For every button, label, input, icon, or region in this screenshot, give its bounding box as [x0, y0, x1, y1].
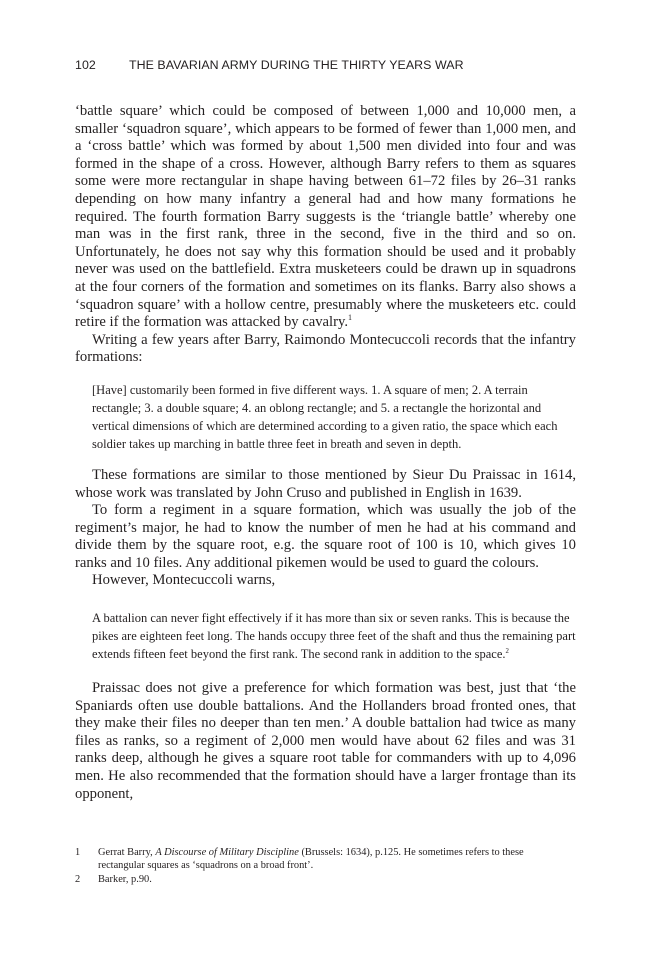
paragraph: To form a regiment in a square formation, which was usually the job of the regiment’s major, he had to know the number of men he had at his command and divide them by the square root, e.g. the square root of 100 is 10, which gives 10 ranks and 10 files. Any additional pikemen would be used to guard the colours. — [75, 502, 576, 571]
footnote-ref[interactable]: 2 — [505, 647, 509, 655]
footnote — [75, 873, 545, 886]
paragraph: Writing a few years after Barry, Raimondo Montecuccoli records that the infantry formations: — [75, 331, 576, 366]
footnote — [75, 846, 545, 873]
main-text — [75, 103, 576, 803]
running-header — [75, 58, 575, 72]
block-quote: A battalion can never fight effectively if it has more than six or seven ranks. This is because the pikes are eighteen feet long. The hands occupy three feet of the shaft and thus the remaining part extends fifteen feet beyond the first rank. The second rank in addition to the space.$^2$ — [92, 611, 576, 662]
footnote-number: 1 — [75, 847, 81, 858]
footnotes — [75, 846, 545, 886]
block-quote: [Have] customarily been formed in five different ways. 1. A square of men; 2. A terrain rectangle; 3. a double square; 4. an oblong rectangle; and 5. a rectangle the horizontal and vertical dimensions of which are determined according to a given ratio, the space which each soldier takes up marching in battle three feet in breath and seven in depth. — [92, 382, 558, 451]
page-number: 102 — [75, 58, 96, 72]
footnote-number: 2 — [75, 873, 81, 885]
paragraph: However, Montecuccoli warns, — [92, 572, 276, 589]
paragraph: These formations are similar to those mentioned by Sieur Du Praissac in 1614, whose work was translated by John Cruso and published in English in 1639. — [75, 466, 576, 501]
footnote-text: Gerrat Barry, A Discourse of Military Discipline (Brussels: 1634), p.125. He sometimes refers to these rectangular squares as ‘squadrons on a broad front’. — [98, 847, 524, 872]
paragraph: Praissac does not give a preference for which formation was best, just that ‘the Spaniards often use double battalions. And the Hollanders broad fronted ones, that they make their files no deeper than ten men.’ A double battalion had twice as many files as ranks, so a regiment of 2,000 men would have about 62 files and was 31 ranks deep, although he gives a square root table for commanders with up to 4,096 men. He also recommended that the formation should have a larger frontage than its opponent, — [75, 680, 576, 802]
book-title: A Discourse of Military Discipline — [155, 847, 299, 858]
footnote-ref[interactable]: 1 — [348, 313, 353, 323]
paragraph: ‘battle square’ which could be composed of between 1,000 and 10,000 men, a smaller ‘squadron square’, which appears to be formed of fewer than 1,000 men, and a ‘cross battle’ which was formed by about 1,500 men divided into four and was formed in the shape of a cross. However, although Barry refers to them as squares some were more rectangular in shape having between 61–72 files by 26–31 ranks depending on how many infantry a general had and how many formations he required. The fourth formation Barry suggests is the ‘triangle battle’ whereby one man was in the first rank, three in the second, five in the third and so on. Unfortunately, he does not say why this formation should be used and it probably never was used on the battlefield. Extra musketeers could be drawn up in squadrons at the four corners of the formation and sometimes on its flanks. Barry also shows a ‘squadron square’ with a hollow centre, presumably where the musketeers etc. could retire if the formation was attacked by cavalry.$^1$ — [75, 103, 576, 331]
running-title: THE BAVARIAN ARMY DURING THE THIRTY YEARS WAR — [129, 58, 464, 72]
footnote-text: Barker, p.90. — [98, 873, 152, 885]
